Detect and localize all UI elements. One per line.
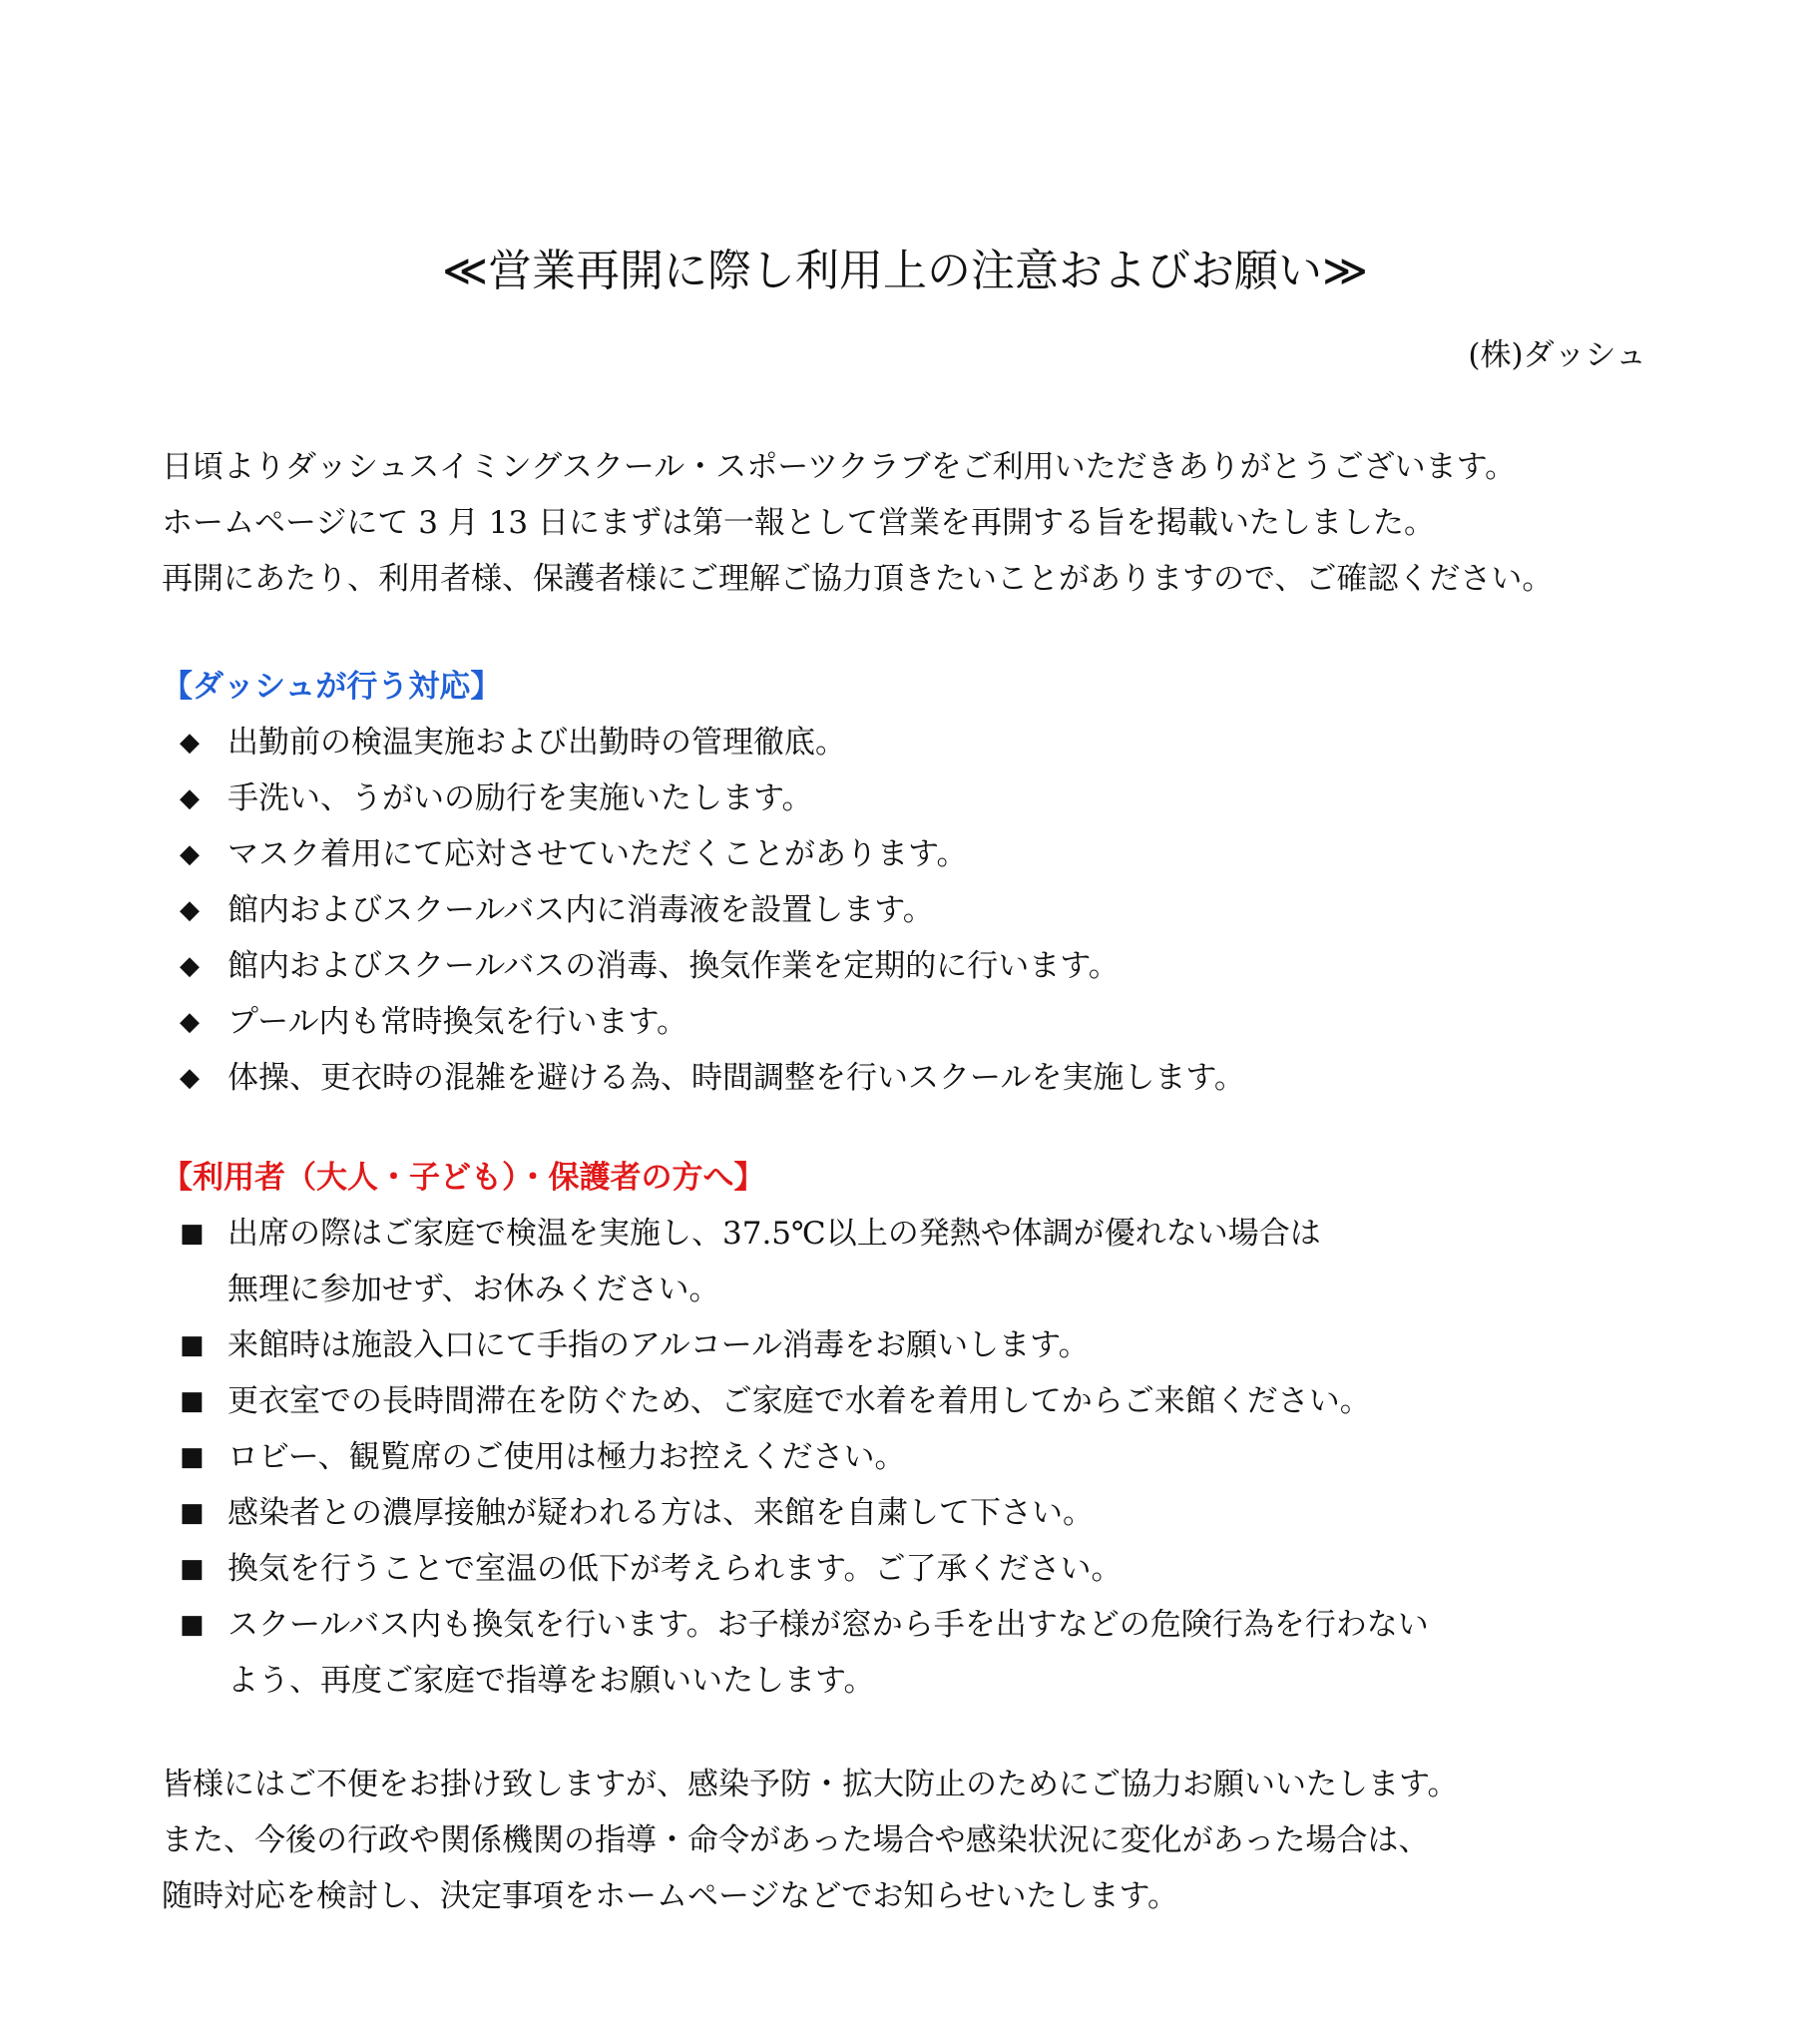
diamond-bullet-icon: ◆ xyxy=(180,728,200,758)
dash-measure-item xyxy=(162,715,1245,770)
diamond-bullet-icon: ◆ xyxy=(180,1007,200,1037)
closing-line: 皆様にはご不便をお掛け致しますが、感染予防・拡大防止のためにご協力お願いいたします。 xyxy=(162,1767,1459,1802)
user-request-text: よう、再度ご家庭で指導をお願いいたします。 xyxy=(227,1663,875,1699)
user-request-item xyxy=(162,1541,1429,1597)
user-request-item xyxy=(162,1597,1429,1709)
user-request-text: 無理に参加せず、お休みください。 xyxy=(227,1272,720,1307)
diamond-bullet-icon: ◆ xyxy=(180,895,200,925)
dash-measure-text: 館内およびスクールバス内に消毒液を設置します。 xyxy=(227,892,934,928)
user-requests-heading: 【利用者（大人・子ども）・保護者の方へ】 xyxy=(162,1160,765,1196)
user-request-text: 感染者との濃厚接触が疑われる方は、来館を自粛して下さい。 xyxy=(227,1495,1094,1531)
square-bullet-icon: ■ xyxy=(180,1442,205,1472)
intro-line: 日頃よりダッシュスイミングスクール・スポーツクラブをご利用いただきありがとうございます。 xyxy=(162,449,1517,485)
dash-measure-item xyxy=(162,994,1245,1050)
user-request-item xyxy=(162,1206,1429,1317)
diamond-bullet-icon: ◆ xyxy=(180,839,200,869)
intro-line: 再開にあたり、利用者様、保護者様にご理解ご協力頂きたいことがありますので、ご確認ください。 xyxy=(162,561,1554,597)
user-request-text: スクールバス内も換気を行います。お子様が窓から手を出すなどの危険行為を行わない xyxy=(227,1607,1429,1643)
user-request-item xyxy=(162,1373,1429,1429)
user-request-text: 更衣室での長時間滞在を防ぐため、ご家庭で水着を着用してからご来館ください。 xyxy=(227,1383,1371,1419)
dash-measure-item xyxy=(162,770,1245,826)
square-bullet-icon: ■ xyxy=(180,1386,205,1416)
closing-paragraph xyxy=(162,1757,1459,1924)
square-bullet-icon: ■ xyxy=(180,1554,205,1584)
user-request-text: 出席の際はご家庭で検温を実施し、37.5℃以上の発熱や体調が優れない場合は xyxy=(227,1216,1321,1252)
dash-measure-text: 館内およびスクールバスの消毒、換気作業を定期的に行います。 xyxy=(227,948,1120,984)
user-request-item xyxy=(162,1429,1429,1485)
diamond-bullet-icon: ◆ xyxy=(180,1063,200,1093)
dash-measure-text: マスク着用にて応対させていただくことがあります。 xyxy=(227,836,968,872)
user-requests-section xyxy=(162,1150,1429,1709)
dash-measure-text: 手洗い、うがいの励行を実施いたします。 xyxy=(227,780,813,816)
company-name: (株)ダッシュ xyxy=(1468,337,1646,373)
diamond-bullet-icon: ◆ xyxy=(180,783,200,813)
diamond-bullet-icon: ◆ xyxy=(180,951,200,981)
user-request-text: 来館時は施設入口にて手指のアルコール消毒をお願いします。 xyxy=(227,1327,1090,1363)
square-bullet-icon: ■ xyxy=(180,1498,205,1528)
dash-measure-item xyxy=(162,1050,1245,1106)
square-bullet-icon: ■ xyxy=(180,1219,205,1249)
intro-line: ホームページにて 3 月 13 日にまずは第一報として営業を再開する旨を掲載いたしました。 xyxy=(162,505,1435,541)
user-request-item xyxy=(162,1485,1429,1541)
dash-measure-item xyxy=(162,938,1245,994)
dash-measure-item xyxy=(162,882,1245,938)
dash-measure-text: 出勤前の検温実施および出勤時の管理徹底。 xyxy=(227,725,846,761)
dash-measures-heading: 【ダッシュが行う対応】 xyxy=(162,669,502,705)
closing-line: また、今後の行政や関係機関の指導・命令があった場合や感染状況に変化があった場合は、 xyxy=(162,1822,1430,1858)
dash-measure-item xyxy=(162,826,1245,882)
intro-paragraph xyxy=(162,439,1553,607)
page-title: ≪営業再開に際し利用上の注意およびお願い≫ xyxy=(441,246,1369,296)
user-request-text: 換気を行うことで室温の低下が考えられます。ご了承ください。 xyxy=(227,1551,1123,1587)
user-request-item xyxy=(162,1317,1429,1373)
dash-measure-text: 体操、更衣時の混雑を避ける為、時間調整を行いスクールを実施します。 xyxy=(227,1060,1245,1096)
closing-line: 随時対応を検討し、決定事項をホームページなどでお知らせいたします。 xyxy=(162,1878,1178,1914)
square-bullet-icon: ■ xyxy=(180,1610,205,1640)
user-request-text: ロビー、観覧席のご使用は極力お控えください。 xyxy=(227,1439,906,1475)
dash-measures-section xyxy=(162,659,1245,1106)
square-bullet-icon: ■ xyxy=(180,1330,205,1360)
dash-measure-text: プール内も常時換気を行います。 xyxy=(227,1004,687,1040)
